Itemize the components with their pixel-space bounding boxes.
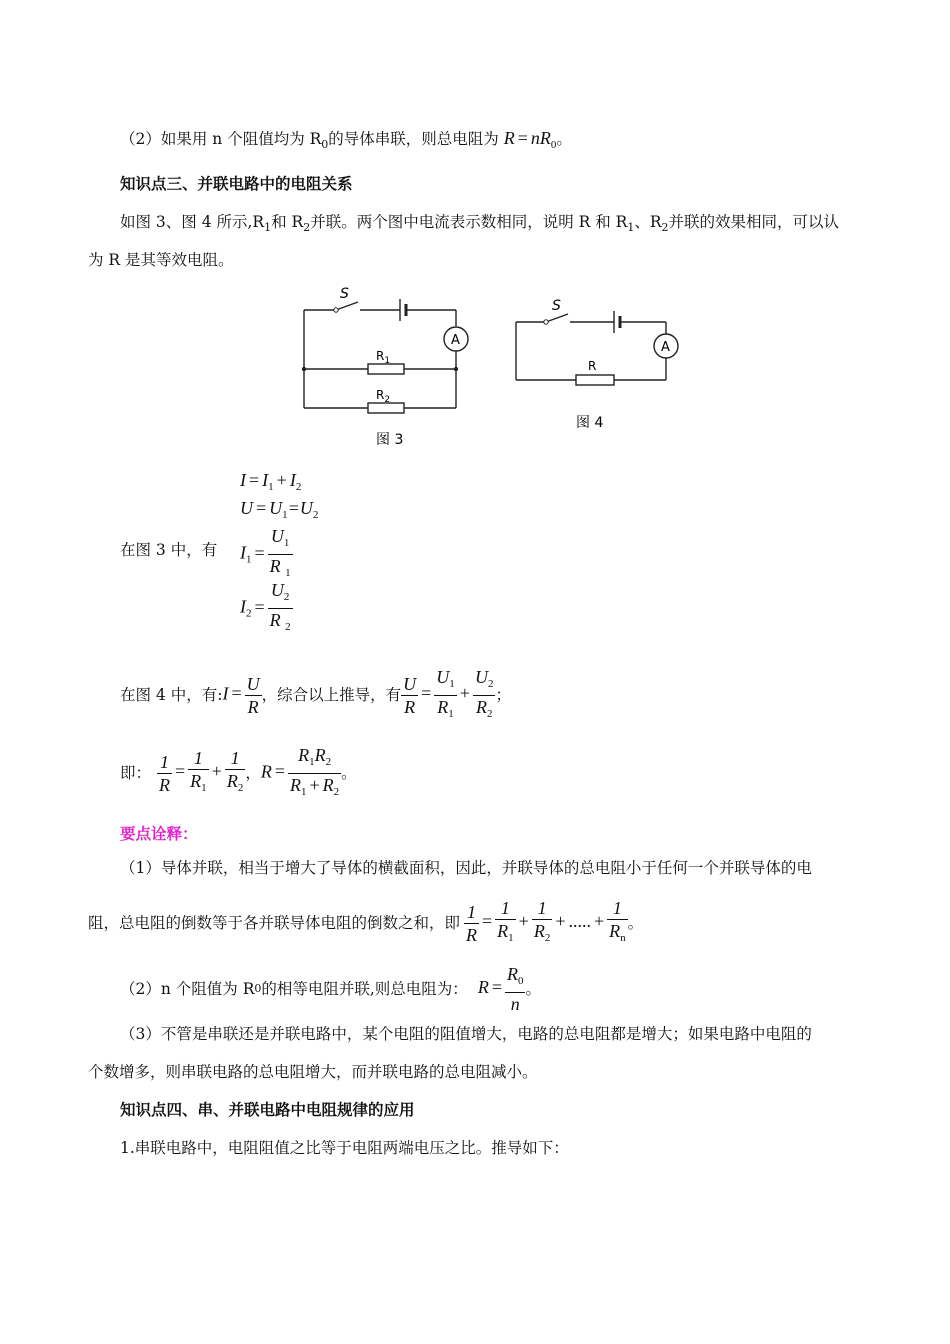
- r1-label: $R_1$: [376, 349, 391, 366]
- section-heading-4: 知识点四、串、并联电路中电阻规律的应用: [120, 1100, 415, 1119]
- parallel-intro-line1: 如图 3、图 4 所示$,R_1$和 $R_2$并联。两个图中电流表示数相同，说明 R 和 $R_1$、$R_2$并联的效果相同，可以认: [120, 213, 840, 234]
- figure-3-caption: 图 3: [376, 432, 404, 448]
- series-ratio-paragraph: 1.串联电路中，电阻阻值之比等于电阻两端电压之比。推导如下：: [120, 1139, 569, 1157]
- parallel-intro-line2: 为 R 是其等效电阻。: [88, 251, 234, 269]
- section-heading-3: 知识点三、并联电路中的电阻关系: [120, 174, 353, 193]
- key-point-3-line1: （3）不管是串联还是并联电路中，某个电阻的阻值增大，电路的总电阻都是增大；如果电路中电阻的: [120, 1025, 812, 1043]
- parallel-resistance-result: 即： $\frac{1}{R}$ = $\frac{1}{R_1}$ + $\frac{1}{R_2}$ ， R = $\frac{R_1R_2}{R_1 + R_2}$ 。: [120, 744, 357, 798]
- figure-4-circuit-diagram: [506, 290, 686, 450]
- text: 。: [556, 130, 572, 148]
- subscript: 0: [321, 138, 329, 151]
- series-n-resistors-paragraph: [120, 128, 572, 155]
- text: （2）如果用 n 个阻值均为 R: [120, 130, 322, 148]
- text: 的导体串联，则总电阻为: [328, 130, 499, 148]
- key-point-1-line1: （1）导体并联，相当于增大了导体的横截面积，因此，并联导体的总电阻小于任何一个并联导体的电: [120, 859, 812, 877]
- switch-s-label: S: [552, 298, 561, 314]
- figure-4-derivation-line: 在图 4 中，有: I = $\frac{U}{R}$ ，综合以上推导，有 $\frac{U}{R}$ = $\frac{U_1}{R_1}$ + $\frac{U_2}{R_2}$ ；: [120, 666, 511, 720]
- key-point-1-line2: 阻，总电阻的倒数等于各并联导体电阻的倒数之和，即 $\frac{1}{R}$ = $\frac{1}{R_1}$ + $\frac{1}{R_2}$ + ..... + $\frac{1}{R_n}$ 。: [88, 898, 644, 945]
- key-point-3-line2: 个数增多，则串联电路的总电阻增大，而并联电路的总电阻减小。: [88, 1063, 538, 1081]
- equation-voltage-equal: $U = U_1=U_2$: [240, 498, 319, 521]
- r-label: R: [588, 359, 597, 373]
- figure-3-equations-intro: 在图 3 中，有: [120, 541, 218, 559]
- figure-4-caption: 图 4: [576, 415, 604, 431]
- equation-i2: $I_2$ = $\frac{U_2}{R _2}$: [240, 580, 291, 633]
- equation-i1: $I_1$ = $\frac{U_1}{R _1}$: [240, 526, 291, 579]
- equation-current-sum: $I = I_1 + I_2$: [240, 470, 302, 493]
- ammeter-a-label: A: [451, 333, 460, 348]
- figure-3-circuit-diagram: [296, 282, 476, 452]
- switch-s-label: S: [340, 286, 349, 302]
- r2-label: $R_2$: [376, 388, 391, 405]
- key-point-2: （2）n 个阻值为 R 0 的相等电阻并联,则总电阻为： R = $\frac{R_0}{n}$ 。: [120, 964, 541, 1014]
- formula-r-equals-nr0: $R = nR_0$: [503, 128, 557, 151]
- key-points-title: 要点诠释：: [120, 824, 198, 843]
- ammeter-a-label: A: [661, 340, 670, 355]
